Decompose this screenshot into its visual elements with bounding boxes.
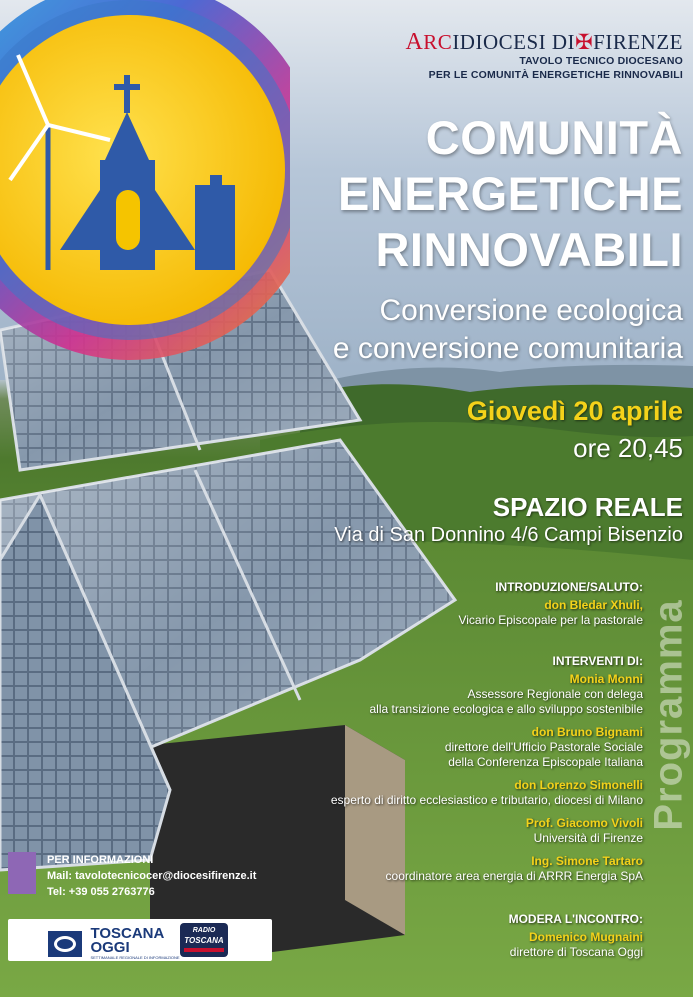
interventi-section: INTERVENTI DI: Monia Monni Assessore Regionale con delega alla transizione ecologica e allo sviluppo sostenibile don Bruno Bignami direttore dell'Ufficio Pastorale Sociale della Conferenza Episcopale Italiana don Lorenzo Simonelli esperto di diritto ecclesiastico e tributario, diocesi di Milano Prof. Giacomo Vivoli Università di Firenze Ing. Simone Tartaro coordinatore area energia di ARRR Energia SpA: [330, 654, 643, 883]
church-wind-logo-icon: [0, 0, 290, 370]
programma-vertical-label: Programma: [646, 599, 691, 831]
contact-info: PER INFORMAZIONI Mail: tavolotecnicocer@diocesifirenze.it Tel: +39 055 2763776: [47, 854, 257, 898]
contact-email[interactable]: Mail: tavolotecnicocer@diocesifirenze.it: [47, 870, 257, 882]
radio-toscana-logo: RADIO TOSCANA: [180, 923, 228, 957]
toscana-oggi-logo: TOSCANA OGGI SETTIMANALE REGIONALE DI INFORMAZIONE: [48, 927, 180, 960]
event-venue: SPAZIO REALE: [492, 492, 683, 522]
organizer-subline: TAVOLO TECNICO DIOCESANO PER LE COMUNITÀ ENERGETICHE RINNOVABILI: [428, 55, 683, 81]
cross-icon: ✠: [575, 30, 594, 54]
intro-section: INTRODUZIONE/SALUTO: don Bledar Xhuli, Vicario Episcopale per la pastorale: [458, 580, 643, 627]
event-subtitle: Conversione ecologica e conversione comunitaria: [332, 294, 683, 365]
event-address: Via di San Donnino 4/6 Campi Bisenzio: [334, 524, 683, 546]
toscana-oggi-mark-icon: [48, 931, 82, 957]
archdiocese-logo: ARCIDIOCESI DI✠FIRENZE: [405, 29, 683, 55]
event-time: ore 20,45: [573, 433, 683, 463]
event-title: COMUNITÀ ENERGETICHE RINNOVABILI: [338, 111, 683, 276]
info-accent-bar: [8, 852, 36, 894]
event-date: Giovedì 20 aprile: [466, 396, 683, 426]
contact-phone[interactable]: Tel: +39 055 2763776: [47, 886, 155, 898]
moderator-section: MODERA L'INCONTRO: Domenico Mugnaini direttore di Toscana Oggi: [508, 912, 643, 959]
